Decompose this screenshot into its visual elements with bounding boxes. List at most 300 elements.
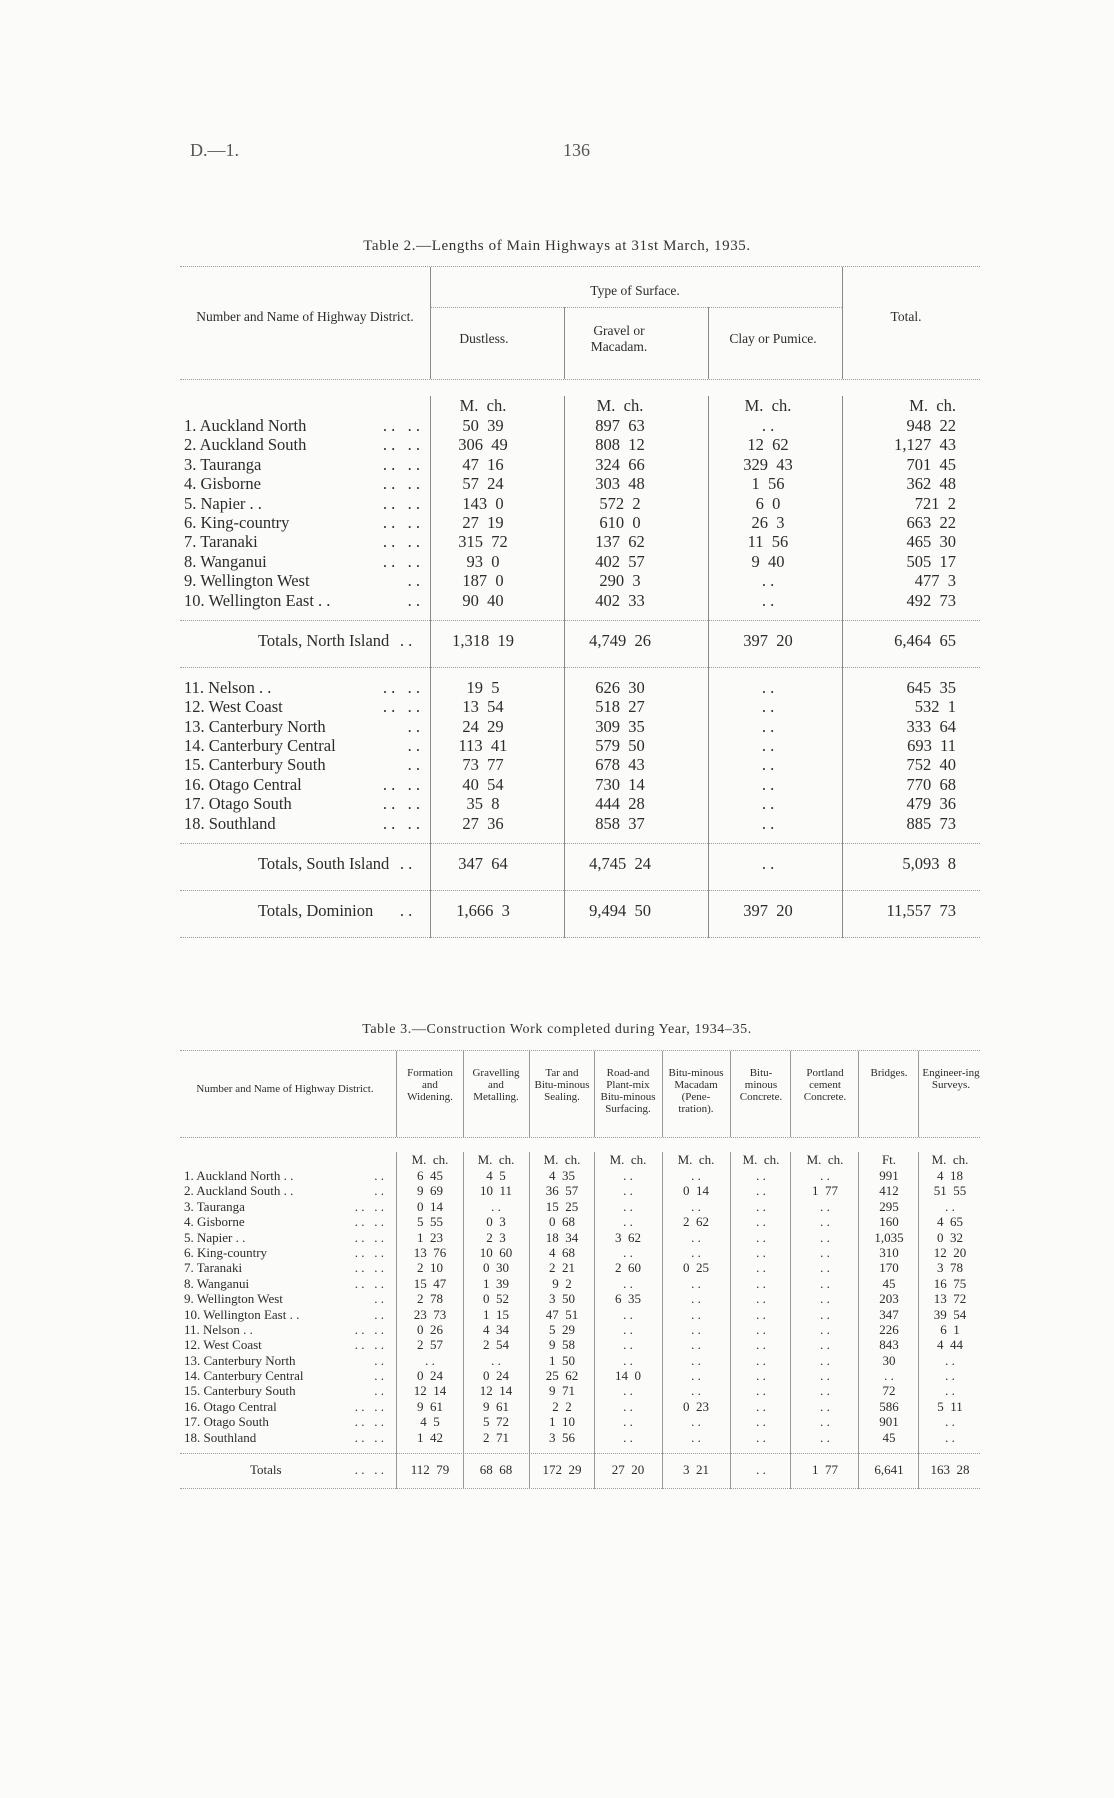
value-cell: 226 [879,1321,899,1337]
value-cell: . . [756,1260,766,1276]
total-cell: 6,641 [874,1462,904,1478]
value-cell: . . [623,1414,633,1430]
value-cell: 0 32 [937,1229,963,1245]
total-cell: 1,127 43 [894,435,956,455]
value-cell: . . [820,1291,830,1307]
district-name: 9. Wellington West [184,571,310,591]
value-cell: . . [691,1368,701,1384]
unit-label: Ft. [881,1152,897,1167]
value-cell: 3 50 [549,1291,575,1307]
value-cell: . . [820,1229,830,1245]
row-dots: . . . . [382,474,420,494]
column-header: Number and Name of Highway District. [196,1083,374,1095]
total-cell: 505 17 [906,551,956,571]
table-row [180,1260,980,1275]
row-dots: . . . . [354,1229,384,1245]
total-label: Totals [250,1462,282,1478]
row-dots: . . [374,1183,384,1199]
total-label: Totals, North Island [258,630,390,650]
value-cell: . . [623,1429,633,1445]
table-row [180,1291,980,1306]
units-row [180,396,980,416]
value-cell: 15 47 [413,1275,447,1291]
clay-cell: . . [761,716,775,736]
value-cell: . . [820,1275,830,1291]
district-name: 17. Otago South [184,794,292,814]
dustless-cell: 57 24 [462,474,504,494]
divider [594,1051,595,1137]
value-cell: . . [623,1321,633,1337]
row-dots: . . [374,1306,384,1322]
total-cell: 1 77 [812,1462,838,1478]
value-cell: . . [691,1306,701,1322]
value-cell: 170 [879,1260,899,1276]
dustless-cell: 27 36 [462,813,504,833]
value-cell: 12 14 [479,1383,513,1399]
value-cell: . . [945,1198,955,1214]
north-island-rows [180,416,980,610]
row-dots: . . . . [382,416,420,435]
value-cell: 1 39 [483,1275,509,1291]
gravel-cell: 4,745 24 [589,854,651,874]
value-cell: . . [756,1306,766,1322]
divider [180,937,980,938]
value-cell: 9 2 [552,1275,572,1291]
table-row [180,736,980,755]
dustless-cell: 73 77 [462,755,504,775]
column-header: Bridges. [870,1067,908,1079]
clay-cell: . . [761,571,775,591]
divider [180,1488,980,1489]
value-cell: 5 72 [483,1414,509,1430]
divider [858,1051,859,1137]
row-dots: . . [374,1168,384,1183]
total-cell: 5,093 8 [902,854,956,874]
table-row [180,1368,980,1383]
district-name: 5. Napier . . [184,1229,246,1245]
unit-label: M. ch. [931,1152,969,1167]
value-cell: 0 25 [683,1260,709,1276]
column-header: Portland cement Concrete. [803,1067,847,1103]
district-name: 16. Otago Central [184,774,302,794]
divider [463,1152,464,1489]
value-cell: . . [691,1429,701,1445]
page-header [0,140,1114,166]
district-name: 2. Auckland South [184,435,307,455]
value-cell: 2 54 [483,1337,509,1353]
total-cell: 465 30 [906,532,956,552]
value-cell: . . [691,1291,701,1307]
value-cell: 13 76 [413,1244,447,1260]
total-label: Totals, South Island [258,854,390,874]
value-cell: 9 69 [417,1183,443,1199]
clay-cell: 9 40 [751,551,785,571]
district-name: 1. Auckland North [184,416,307,435]
row-dots: . . . . [382,493,420,513]
divider [662,1051,663,1137]
value-cell: . . [945,1429,955,1445]
value-cell: . . [623,1198,633,1214]
value-cell: 901 [879,1414,899,1430]
table-row [180,1322,980,1337]
gravel-cell: 444 28 [595,794,645,814]
district-name: 4. Gisborne [184,474,261,494]
gravel-cell: 897 63 [595,416,645,435]
gravel-cell: 9,494 50 [589,901,651,921]
value-cell: 2 21 [549,1260,575,1276]
units-row [180,1152,980,1168]
column-header: Bitu-minous Macadam (Pene-tration). [668,1067,724,1115]
total-label: Totals, Dominion [258,901,374,921]
total-cell: 3 21 [683,1462,709,1478]
value-cell: 4 5 [420,1414,440,1430]
table-row [180,435,980,454]
value-cell: 203 [879,1291,899,1307]
unit-label: M. ch. [596,396,644,415]
district-name: 12. West Coast [184,697,283,717]
clay-cell: 26 3 [751,512,785,532]
table-row [180,697,980,716]
district-name: 11. Nelson . . [184,677,272,697]
district-name: 18. Southland [184,813,276,833]
table-row [180,1307,980,1322]
value-cell: . . [820,1198,830,1214]
value-cell: 4 18 [937,1168,963,1183]
district-name: 14. Canterbury Central [184,1368,304,1384]
value-cell: . . [623,1383,633,1399]
total-cell: . . [756,1462,766,1478]
value-cell: . . [691,1229,701,1245]
value-cell: 2 78 [417,1291,443,1307]
district-header: Number and Name of Highway District. [196,309,414,324]
table3 [180,1050,980,1489]
value-cell: . . [756,1183,766,1199]
clay-cell: . . [761,736,775,756]
value-cell: 36 57 [545,1183,579,1199]
divider [396,1051,397,1137]
value-cell: . . [820,1337,830,1353]
clay-cell: . . [761,774,775,794]
value-cell: 991 [879,1168,899,1183]
total-cell: 477 3 [914,571,956,591]
total-cell: 333 64 [906,716,956,736]
value-cell: . . [820,1352,830,1368]
document-code: D.—1. [190,140,239,160]
total-cell: 68 68 [479,1462,513,1478]
gravel-cell: 324 66 [595,454,645,474]
unit-label: M. ch. [543,1152,581,1167]
divider [529,1051,530,1137]
divider [708,307,709,379]
column-header: Bitu-minous Concrete. [739,1067,783,1103]
value-cell: . . [756,1414,766,1430]
value-cell: 1 10 [549,1414,575,1430]
divider [730,1051,731,1137]
value-cell: . . [756,1368,766,1384]
value-cell: 4 68 [549,1244,575,1260]
dustless-cell: 1,666 3 [456,901,510,921]
value-cell: 12 20 [933,1244,967,1260]
divider [790,1051,791,1137]
value-cell: . . [691,1275,701,1291]
clay-cell: 12 62 [747,435,789,455]
gravel-cell: 579 50 [595,736,645,756]
table-row [180,1245,980,1260]
district-name: 9. Wellington West [184,1291,283,1307]
page-number: 136 [563,140,590,160]
gravel-cell: 4,749 26 [589,630,651,650]
value-cell: 25 62 [545,1368,579,1384]
value-cell: . . [820,1414,830,1430]
unit-label: M. ch. [909,396,956,415]
value-cell: 586 [879,1398,899,1414]
row-dots: . . [407,736,420,756]
table-row [180,1353,980,1368]
row-dots: . . . . [382,454,420,474]
district-name: 18. Southland [184,1429,257,1445]
value-cell: 39 54 [933,1306,967,1322]
table-row [180,794,980,813]
row-dots: . . . . [382,551,420,571]
value-cell: 3 62 [615,1229,641,1245]
divider [463,1051,464,1137]
row-dots: . . [399,854,413,874]
row-dots: . . [399,901,413,921]
unit-label: M. ch. [459,396,507,415]
district-name: 17. Otago South [184,1414,269,1430]
total-cell: 362 48 [906,474,956,494]
district-name: 8. Wanganui [184,551,267,571]
row-dots: . . [374,1352,384,1368]
value-cell: 10 60 [479,1244,513,1260]
value-cell: 1 23 [417,1229,443,1245]
clay-cell: . . [761,677,775,697]
value-cell: . . [945,1352,955,1368]
value-cell: 1 42 [417,1429,443,1445]
value-cell: 1 50 [549,1352,575,1368]
value-cell: 30 [882,1352,896,1368]
dustless-cell: 47 16 [462,454,504,474]
total-cell: 112 79 [410,1462,450,1478]
value-cell: . . [623,1275,633,1291]
gravel-cell: 518 27 [595,697,645,717]
value-cell: . . [820,1368,830,1384]
table-row [180,455,980,474]
value-cell: 0 24 [483,1368,509,1384]
dustless-cell: 315 72 [458,532,508,552]
value-cell: . . [820,1260,830,1276]
type-of-surface-header: Type of Surface. [590,283,680,298]
value-cell: 1,035 [874,1229,904,1245]
value-cell: 1 77 [812,1183,838,1199]
row-dots: . . [399,630,413,650]
district-name: 8. Wanganui [184,1275,250,1291]
value-cell: 843 [879,1337,899,1353]
value-cell: 18 34 [545,1229,579,1245]
divider [594,1152,595,1489]
row-dots: . . [374,1291,384,1307]
value-cell: 13 72 [933,1291,967,1307]
value-cell: . . [623,1352,633,1368]
value-cell: . . [820,1306,830,1322]
dustless-cell: 187 0 [462,571,504,591]
row-dots: . . . . [354,1462,384,1478]
value-cell: . . [820,1398,830,1414]
value-cell: 2 3 [486,1229,506,1245]
unit-label: M. ch. [609,1152,647,1167]
value-cell: . . [623,1337,633,1353]
row-dots: . . . . [354,1429,384,1445]
unit-label: M. ch. [411,1152,449,1167]
value-cell: . . [756,1383,766,1399]
value-cell: 6 35 [615,1291,641,1307]
district-name: 12. West Coast [184,1337,262,1353]
value-cell: 5 11 [937,1398,963,1414]
dustless-cell: 143 0 [462,493,504,513]
gravel-cell: 730 14 [595,774,645,794]
table-row [180,416,980,435]
table-row [180,755,980,774]
table3-rows [180,1168,980,1445]
unit-label: M. ch. [677,1152,715,1167]
value-cell: 2 71 [483,1429,509,1445]
table-row [180,474,980,493]
district-name: 4. Gisborne [184,1214,245,1230]
value-cell: 2 2 [552,1398,572,1414]
value-cell: 5 55 [417,1214,443,1230]
value-cell: . . [756,1275,766,1291]
district-name: 1. Auckland North . . [184,1168,294,1183]
row-dots: . . . . [354,1414,384,1430]
value-cell: . . [945,1368,955,1384]
value-cell: 9 61 [483,1398,509,1414]
table-row [180,1430,980,1445]
value-cell: 23 73 [413,1306,447,1322]
value-cell: . . [756,1352,766,1368]
clay-cell: . . [761,755,775,775]
column-header: Tar and Bitu-minous Sealing. [534,1067,590,1103]
row-dots: . . . . [382,435,420,455]
clay-header: Clay or Pumice. [729,331,817,346]
total-cell: 163 28 [930,1462,970,1478]
value-cell: . . [623,1306,633,1322]
divider [790,1152,791,1489]
value-cell: . . [623,1214,633,1230]
value-cell: 0 3 [486,1214,506,1230]
value-cell: 4 65 [937,1214,963,1230]
table-row [180,571,980,590]
gravel-cell: 626 30 [595,677,645,697]
district-name: 3. Tauranga [184,1198,245,1214]
total-cell: 721 2 [914,493,956,513]
total-header: Total. [890,309,922,324]
clay-cell: . . [761,854,775,874]
dustless-cell: 306 49 [458,435,508,455]
table-row [180,1276,980,1291]
value-cell: 0 52 [483,1291,509,1307]
value-cell: 47 51 [545,1306,579,1322]
row-dots: . . [407,716,420,736]
value-cell: 412 [879,1183,899,1199]
table3-caption: Table 3.—Construction Work completed during Year, 1934–35. [362,1022,752,1037]
table-row [180,678,980,697]
gravel-cell: 303 48 [595,474,645,494]
totals-row [180,1462,980,1484]
table-row [180,1168,980,1183]
value-cell: . . [623,1244,633,1260]
district-name: 16. Otago Central [184,1398,277,1414]
district-name: 7. Taranaki [184,532,258,552]
value-cell: 6 1 [940,1321,960,1337]
district-name: 10. Wellington East . . [184,1306,300,1322]
value-cell: . . [756,1291,766,1307]
row-dots: . . . . [382,697,420,717]
total-cell: 752 40 [906,755,956,775]
dustless-cell: 13 54 [462,697,504,717]
divider [180,843,980,844]
dustless-cell: 24 29 [462,716,504,736]
table3-body [180,1152,980,1489]
table2-caption: Table 2.—Lengths of Main Highways at 31st March, 1935. [363,238,751,254]
table-row [180,1399,980,1414]
row-dots: . . . . [382,532,420,552]
total-cell: 532 1 [914,697,956,717]
district-name: 3. Tauranga [184,454,262,474]
total-cell: 663 22 [906,512,956,532]
value-cell: 9 71 [549,1383,575,1399]
clay-cell: 397 20 [743,901,793,921]
table-row [180,1383,980,1398]
clay-cell: 397 20 [743,630,793,650]
value-cell: . . [691,1244,701,1260]
value-cell: 3 78 [937,1260,963,1276]
gravel-cell: 610 0 [599,512,641,532]
value-cell: . . [623,1168,633,1183]
divider [564,307,565,379]
row-dots: . . . . [354,1398,384,1414]
unit-label: M. ch. [744,396,792,415]
value-cell: 12 14 [413,1383,447,1399]
value-cell: . . [945,1383,955,1399]
district-name: 11. Nelson . . [184,1321,253,1337]
district-name: 7. Taranaki [184,1260,243,1276]
clay-cell: . . [761,416,775,435]
value-cell: . . [491,1352,501,1368]
row-dots: . . . . [354,1244,384,1260]
value-cell: . . [756,1429,766,1445]
table-row [180,1214,980,1229]
gravel-cell: 678 43 [595,755,645,775]
district-name: 6. King-country [184,1244,268,1260]
value-cell: 295 [879,1198,899,1214]
divider [662,1152,663,1489]
clay-cell: 11 56 [747,532,789,552]
gravel-cell: 808 12 [595,435,645,455]
gravel-cell: 290 3 [599,571,641,591]
table-row [180,552,980,571]
value-cell: 2 57 [417,1337,443,1353]
district-name: 13. Canterbury North [184,716,326,736]
column-header: Gravelling and Metalling. [472,1067,520,1103]
table-row [180,494,980,513]
table-row [180,717,980,736]
gravel-cell: 402 33 [595,590,645,610]
totals-dominion-row [180,901,980,927]
value-cell: . . [623,1183,633,1199]
value-cell: 5 29 [549,1321,575,1337]
total-cell: 948 22 [906,416,956,435]
table-row [180,1183,980,1198]
